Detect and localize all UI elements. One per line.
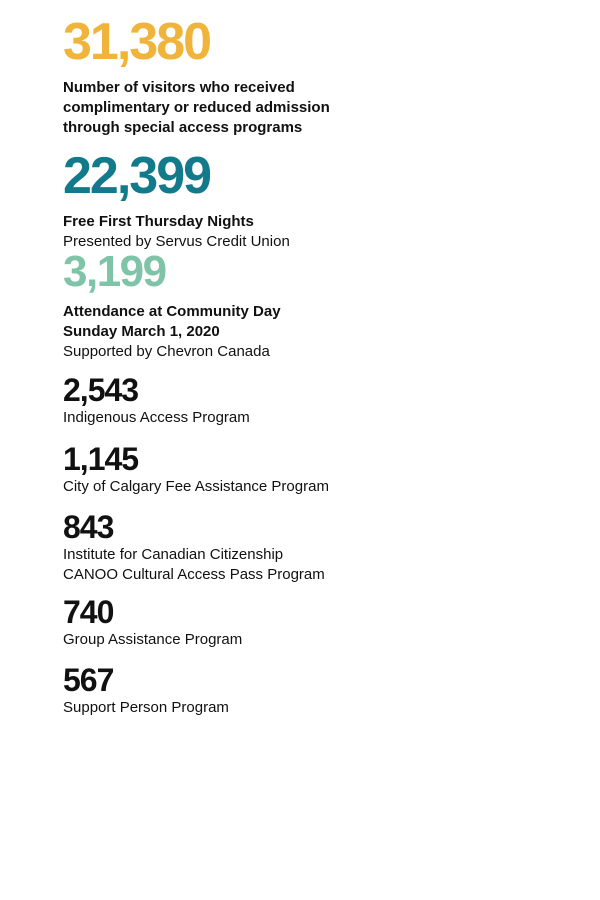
- stat-value: 843: [63, 509, 114, 545]
- stat-description-line: Supported by Chevron Canada: [63, 343, 270, 360]
- stat-value: 3,199: [63, 247, 166, 296]
- stat-description-line: complimentary or reduced admission: [63, 99, 330, 116]
- stat-description: [63, 698, 563, 718]
- stat-description: [63, 477, 563, 497]
- stat-description-line: Free First Thursday Nights: [63, 213, 254, 230]
- stat-group-assistance: [63, 596, 563, 650]
- stat-description-line: Support Person Program: [63, 699, 229, 716]
- stat-description-line: Indigenous Access Program: [63, 409, 250, 426]
- stat-free-first-thursday: [63, 147, 563, 252]
- stat-value: 1,145: [63, 441, 139, 477]
- stat-description-line: Attendance at Community Day: [63, 303, 281, 320]
- stat-description-line: Presented by Servus Credit Union: [63, 233, 290, 250]
- stat-description-line: Sunday March 1, 2020: [63, 323, 220, 340]
- stat-value: 31,380: [63, 13, 211, 71]
- stat-value: 567: [63, 662, 114, 698]
- stat-community-day: [63, 247, 563, 362]
- stat-description: [63, 408, 563, 428]
- stat-support-person: [63, 664, 563, 718]
- stat-value: 22,399: [63, 147, 211, 205]
- stat-description-line: City of Calgary Fee Assistance Program: [63, 478, 329, 495]
- stat-description-line: Number of visitors who received: [63, 79, 295, 96]
- stat-fee-assistance: [63, 443, 563, 497]
- stat-description: [63, 302, 563, 362]
- stat-value: 740: [63, 594, 114, 630]
- stat-description-line: Institute for Canadian Citizenship: [63, 546, 284, 563]
- stat-value: 2,543: [63, 372, 139, 408]
- stat-cultural-access-pass: [63, 511, 563, 585]
- stat-description-line: Group Assistance Program: [63, 631, 243, 648]
- stat-description: [63, 630, 563, 650]
- stat-indigenous-access: [63, 374, 563, 428]
- stat-description: [63, 212, 563, 252]
- stat-description-line: through special access programs: [63, 119, 303, 136]
- stat-description: [63, 78, 563, 138]
- stat-description-line: CANOO Cultural Access Pass Program: [63, 566, 325, 583]
- stat-description: [63, 545, 563, 585]
- stat-special-access-total: [63, 13, 563, 138]
